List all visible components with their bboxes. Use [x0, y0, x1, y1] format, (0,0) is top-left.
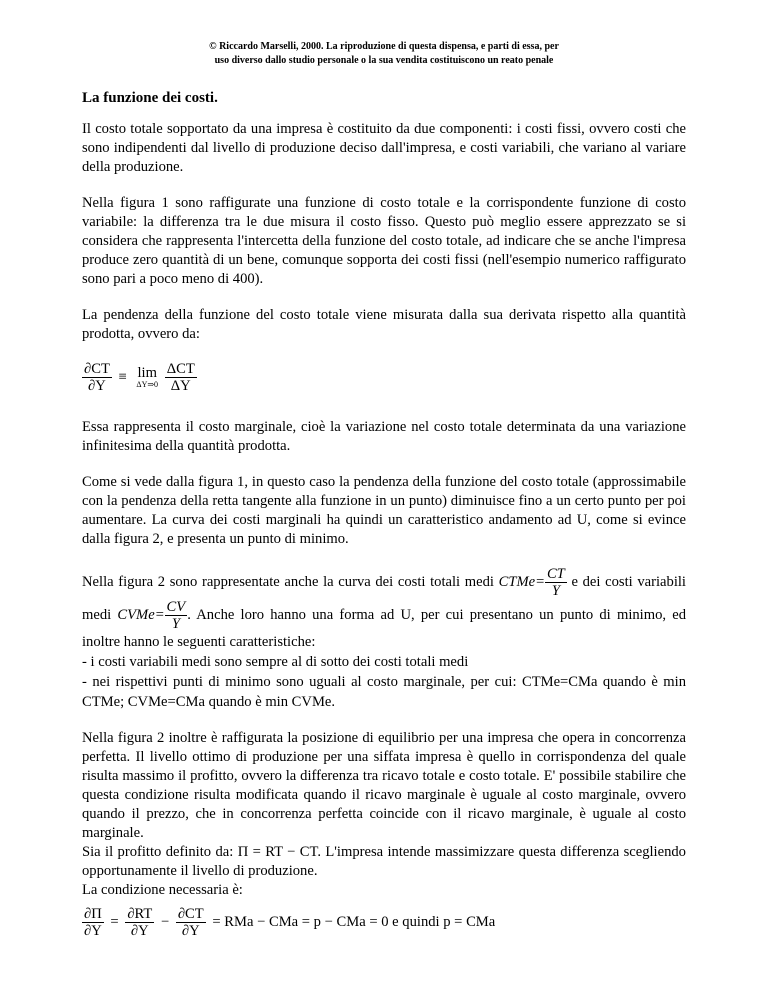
lhs-numerator: ∂CT	[84, 361, 110, 377]
equilibrium-result: = RMa − CMa = p − CMa = 0 e quindi p = CMa	[212, 914, 496, 930]
ctme-fraction	[545, 566, 567, 599]
profit-definition-a: Sia il profitto definito da:	[82, 844, 234, 860]
limit-word: lim	[137, 364, 157, 381]
dpi-denominator: ∂Y	[84, 923, 102, 939]
dpi-numerator: ∂Π	[84, 906, 102, 922]
derivative-formula	[82, 361, 686, 401]
limit	[136, 364, 159, 389]
p6-text-d: . Anche loro hanno una forma ad U, per cui presentano un punto di	[187, 606, 611, 623]
equals-sign: =	[110, 914, 119, 930]
bullet-1: - i costi variabili medi sono sempre al di sotto dei costi totali medi	[82, 654, 469, 670]
cvme-fraction	[165, 599, 188, 632]
rhs-denominator: ΔY	[170, 378, 191, 394]
cvme-label: CVMe=	[117, 606, 165, 623]
drt-fraction	[125, 906, 154, 939]
p6-text-c: variabili medi	[82, 573, 686, 623]
p6-text-a: Nella figura 2 sono rappresentate anche la curva dei costi totali medi	[82, 573, 494, 590]
p7-text: Nella figura 2 inoltre è raffigurata la posizione di equilibrio per una impresa che opera in concorrenza perfetta. Il livello ottimo di produzione per una siffata impresa è quello in corrispondenza del quale risulta massimo il profitto, ovvero la differenza tra ricavo totale e costo totale. E' possibile stabilire che questa condizione risulta modificata quando il ricavo marginale è uguale al costo marginale, ovvero quando il prezzo, che in concorrenza perfetta coincide con il ricavo marginale, è uguale al costo marginale.	[82, 730, 686, 841]
dpi-fraction	[82, 906, 104, 939]
ctme-label: CTMe=	[498, 573, 545, 590]
limit-subscript: ΔY⇒0	[136, 379, 159, 389]
profit-formula: Π = RT − CT	[237, 844, 318, 860]
drt-denominator: ∂Y	[130, 923, 149, 939]
dct-fraction	[176, 906, 206, 939]
dct-denominator: ∂Y	[181, 923, 200, 939]
lhs-denominator: ∂Y	[88, 378, 106, 394]
cvme-numerator: CV	[166, 599, 186, 615]
section-title: La funzione dei costi.	[82, 90, 218, 106]
necessary-condition: La condizione necessaria è:	[82, 882, 243, 898]
paragraph-6	[82, 566, 686, 712]
paragraph-7	[82, 729, 686, 900]
p6-text-b: e dei costi	[571, 573, 633, 590]
dct-numerator: ∂CT	[177, 906, 204, 922]
paragraph-4: Essa rappresenta il costo marginale, cioè la variazione nel costo totale determinata da una variazione infinitesima della quantità prodotta.	[82, 419, 686, 454]
rhs-fraction	[165, 361, 197, 394]
cvme-denominator: Y	[171, 616, 180, 632]
copyright-header	[0, 40, 768, 68]
rhs-numerator: ΔCT	[166, 361, 195, 377]
paragraph-3: La pendenza della funzione del costo totale viene misurata dalla sua derivata rispetto alla quantità prodotta, ovvero da:	[82, 307, 686, 342]
ctme-denominator: Y	[551, 583, 560, 599]
equiv-sign: ≡	[118, 369, 127, 385]
copyright-line-1: © Riccardo Marselli, 2000. La riproduzione di questa dispensa, e parti di essa, per	[209, 41, 559, 52]
paragraph-1: Il costo totale sopportato da una impresa è costituito da due componenti: i costi fissi, ovvero costi che sono indipendenti dal livello di produzione deciso dall'impresa, e costi variabili, che variano al variare della produzione.	[82, 121, 686, 175]
equilibrium-formula	[82, 906, 686, 946]
paragraph-2: Nella figura 1 sono raffigurate una funzione di costo totale e la corrispondente funzione di costo variabile: la differenza tra le due misura il costo fisso. Questo può meglio essere apprezzato se si considera che rappresenta l'intercetta della funzione del costo totale, ad indicare che se anche l'impresa produce zero quantità di un bene, comunque sopporta dei costi fissi (nell'esempio numerico raffigurato sono pari a poco meno di 400).	[82, 195, 686, 287]
copyright-line-2: uso diverso dallo studio personale o la sua vendita costituiscono un reato penale	[214, 55, 554, 66]
minus-sign: −	[160, 914, 170, 930]
drt-numerator: ∂RT	[127, 906, 153, 922]
bullet-2: - nei rispettivi punti di minimo sono uguali al costo marginale, per cui: CTMe=CMa quando è min CTMe; CVMe=CMa quando è min CVMe.	[82, 674, 686, 710]
paragraph-5: Come si vede dalla figura 1, in questo caso la pendenza della funzione del costo totale (approssimabile con la pendenza della retta tangente alla funzione in un punto) diminuisce fino a un certo punto per poi aumentare. La curva dei costi marginali ha quindi un caratteristico andamento ad U, come si evince dalla figura 2, e presenta un punto di minimo.	[82, 474, 686, 547]
document-body	[82, 88, 686, 963]
profit-definition-b: . L'impresa intende massimizzare questa differenza scegliendo opportunamente il livello di produzione.	[82, 844, 686, 879]
p6-text-e: minimo, ed inoltre hanno le seguenti caratteristiche:	[82, 606, 687, 650]
ctme-numerator: CT	[546, 566, 565, 582]
lhs-fraction	[82, 361, 112, 394]
